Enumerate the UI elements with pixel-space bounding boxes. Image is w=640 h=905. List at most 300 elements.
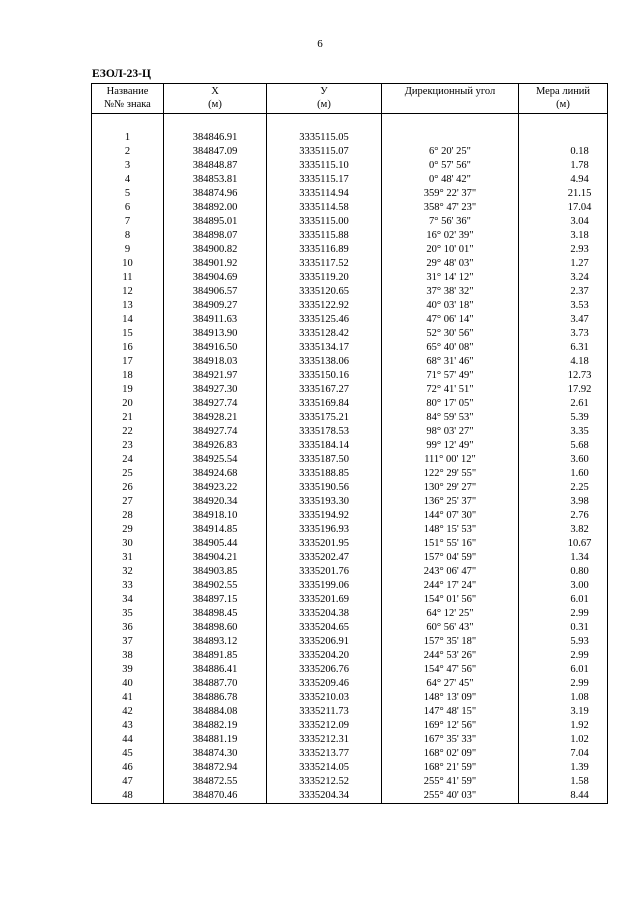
y-coordinate-cell: 3335128.42 (267, 327, 382, 341)
direction-angle-cell: 20° 10' 01" (382, 243, 519, 257)
point-number-cell: 20 (92, 397, 164, 411)
y-coordinate-cell: 3335187.50 (267, 453, 382, 467)
y-coordinate-cell: 3335188.85 (267, 467, 382, 481)
point-number-cell: 1 (92, 131, 164, 145)
table-row (92, 425, 608, 439)
line-length-cell: 3.04 (519, 215, 608, 229)
y-coordinate-cell: 3335150.16 (267, 369, 382, 383)
table-header-row (92, 84, 608, 114)
x-coordinate-cell: 384918.03 (164, 355, 267, 369)
direction-angle-cell: 157° 35' 18" (382, 635, 519, 649)
direction-angle-cell: 255° 40' 03" (382, 789, 519, 804)
y-coordinate-cell: 3335210.03 (267, 691, 382, 705)
point-number-cell: 36 (92, 621, 164, 635)
line-length-cell: 3.19 (519, 705, 608, 719)
direction-angle-cell: 40° 03' 18" (382, 299, 519, 313)
table-row (92, 397, 608, 411)
x-coordinate-cell: 384870.46 (164, 789, 267, 804)
line-length-cell: 5.68 (519, 439, 608, 453)
table-row (92, 285, 608, 299)
line-length-cell: 3.47 (519, 313, 608, 327)
direction-angle-cell: 52° 30' 56" (382, 327, 519, 341)
y-coordinate-cell: 3335212.31 (267, 733, 382, 747)
line-length-cell: 1.34 (519, 551, 608, 565)
x-coordinate-cell: 384925.54 (164, 453, 267, 467)
line-length-cell: 3.53 (519, 299, 608, 313)
table-row (92, 341, 608, 355)
direction-angle-cell: 148° 13' 09" (382, 691, 519, 705)
direction-angle-cell: 243° 06' 47" (382, 565, 519, 579)
point-number-cell: 35 (92, 607, 164, 621)
point-number-cell: 14 (92, 313, 164, 327)
point-number-cell: 6 (92, 201, 164, 215)
y-coordinate-cell: 3335204.65 (267, 621, 382, 635)
header-line-length (519, 84, 608, 114)
direction-angle-cell: 147° 48' 15" (382, 705, 519, 719)
point-number-cell: 15 (92, 327, 164, 341)
x-coordinate-cell: 384927.74 (164, 425, 267, 439)
table-row (92, 691, 608, 705)
direction-angle-cell: 167° 35' 33" (382, 733, 519, 747)
line-length-cell: 3.82 (519, 523, 608, 537)
y-coordinate-cell: 3335120.65 (267, 285, 382, 299)
line-length-cell: 12.73 (519, 369, 608, 383)
point-number-cell: 48 (92, 789, 164, 804)
point-number-cell: 16 (92, 341, 164, 355)
y-coordinate-cell: 3335184.14 (267, 439, 382, 453)
x-coordinate-cell: 384920.34 (164, 495, 267, 509)
table-row (92, 551, 608, 565)
direction-angle-cell: 130° 29' 27" (382, 481, 519, 495)
point-number-cell: 19 (92, 383, 164, 397)
y-coordinate-cell: 3335201.95 (267, 537, 382, 551)
table-row (92, 355, 608, 369)
table-row (92, 229, 608, 243)
point-number-cell: 5 (92, 187, 164, 201)
header-line: (м) (208, 99, 222, 110)
table-row (92, 215, 608, 229)
line-length-cell: 2.61 (519, 397, 608, 411)
x-coordinate-cell: 384911.63 (164, 313, 267, 327)
y-coordinate-cell: 3335125.46 (267, 313, 382, 327)
table-row (92, 789, 608, 804)
direction-angle-cell: 168° 02' 09" (382, 747, 519, 761)
table-row (92, 495, 608, 509)
point-number-cell: 38 (92, 649, 164, 663)
x-coordinate-cell: 384872.94 (164, 761, 267, 775)
direction-angle-cell: 244° 53' 26" (382, 649, 519, 663)
header-line: Мера линий (535, 86, 591, 97)
line-length-cell: 0.31 (519, 621, 608, 635)
point-number-cell: 47 (92, 775, 164, 789)
header-line: (м) (317, 99, 331, 110)
point-number-cell: 29 (92, 523, 164, 537)
header-direction-angle (382, 84, 519, 114)
table-row (92, 467, 608, 481)
x-coordinate-cell: 384872.55 (164, 775, 267, 789)
line-length-cell: 1.92 (519, 719, 608, 733)
direction-angle-cell: 0° 57' 56" (382, 159, 519, 173)
header-x (164, 84, 267, 114)
y-coordinate-cell: 3335202.47 (267, 551, 382, 565)
direction-angle-cell: 84° 59' 53" (382, 411, 519, 425)
line-length-cell: 4.94 (519, 173, 608, 187)
direction-angle-cell: 29° 48' 03" (382, 257, 519, 271)
header-point-name (92, 84, 164, 114)
table-row (92, 369, 608, 383)
table-row (92, 719, 608, 733)
direction-angle-cell: 37° 38' 32" (382, 285, 519, 299)
y-coordinate-cell: 3335167.27 (267, 383, 382, 397)
line-length-cell: 2.99 (519, 649, 608, 663)
line-length-cell: 1.78 (519, 159, 608, 173)
y-coordinate-cell: 3335204.34 (267, 789, 382, 804)
table-row (92, 187, 608, 201)
y-coordinate-cell: 3335199.06 (267, 579, 382, 593)
table-row (92, 579, 608, 593)
table-row (92, 131, 608, 145)
line-length-cell: 2.37 (519, 285, 608, 299)
y-coordinate-cell: 3335196.93 (267, 523, 382, 537)
x-coordinate-cell: 384892.00 (164, 201, 267, 215)
direction-angle-cell: 47° 06' 14" (382, 313, 519, 327)
direction-angle-cell: 255° 41' 59" (382, 775, 519, 789)
point-number-cell: 2 (92, 145, 164, 159)
x-coordinate-cell: 384921.97 (164, 369, 267, 383)
x-coordinate-cell: 384898.45 (164, 607, 267, 621)
point-number-cell: 37 (92, 635, 164, 649)
point-number-cell: 32 (92, 565, 164, 579)
table-row (92, 173, 608, 187)
y-coordinate-cell: 3335206.76 (267, 663, 382, 677)
direction-angle-cell: 6° 20' 25" (382, 145, 519, 159)
x-coordinate-cell: 384926.83 (164, 439, 267, 453)
table-row (92, 271, 608, 285)
direction-angle-cell: 111° 00' 12" (382, 453, 519, 467)
line-length-cell: 10.67 (519, 537, 608, 551)
table-row (92, 453, 608, 467)
direction-angle-cell: 244° 17' 24" (382, 579, 519, 593)
x-coordinate-cell: 384901.92 (164, 257, 267, 271)
table-row (92, 607, 608, 621)
line-length-cell (519, 131, 608, 145)
x-coordinate-cell: 384924.68 (164, 467, 267, 481)
point-number-cell: 10 (92, 257, 164, 271)
y-coordinate-cell: 3335211.73 (267, 705, 382, 719)
table-row (92, 159, 608, 173)
direction-angle-cell: 168° 21' 59" (382, 761, 519, 775)
direction-angle-cell: 99° 12' 49" (382, 439, 519, 453)
direction-angle-cell: 31° 14' 12" (382, 271, 519, 285)
x-coordinate-cell: 384884.08 (164, 705, 267, 719)
line-length-cell: 3.98 (519, 495, 608, 509)
table-row (92, 733, 608, 747)
table-row (92, 537, 608, 551)
x-coordinate-cell: 384905.44 (164, 537, 267, 551)
line-length-cell: 2.93 (519, 243, 608, 257)
x-coordinate-cell: 384882.19 (164, 719, 267, 733)
y-coordinate-cell: 3335115.05 (267, 131, 382, 145)
y-coordinate-cell: 3335169.84 (267, 397, 382, 411)
direction-angle-cell: 98° 03' 27" (382, 425, 519, 439)
y-coordinate-cell: 3335212.52 (267, 775, 382, 789)
table-row (92, 635, 608, 649)
y-coordinate-cell: 3335117.52 (267, 257, 382, 271)
point-number-cell: 45 (92, 747, 164, 761)
y-coordinate-cell: 3335212.09 (267, 719, 382, 733)
x-coordinate-cell: 384904.21 (164, 551, 267, 565)
point-number-cell: 44 (92, 733, 164, 747)
point-number-cell: 27 (92, 495, 164, 509)
x-coordinate-cell: 384897.15 (164, 593, 267, 607)
line-length-cell: 4.18 (519, 355, 608, 369)
point-number-cell: 22 (92, 425, 164, 439)
point-number-cell: 7 (92, 215, 164, 229)
direction-angle-cell: 65° 40' 08" (382, 341, 519, 355)
x-coordinate-cell: 384906.57 (164, 285, 267, 299)
line-length-cell: 21.15 (519, 187, 608, 201)
x-coordinate-cell: 384904.69 (164, 271, 267, 285)
table-row (92, 243, 608, 257)
y-coordinate-cell: 3335115.17 (267, 173, 382, 187)
point-number-cell: 25 (92, 467, 164, 481)
line-length-cell: 0.80 (519, 565, 608, 579)
y-coordinate-cell: 3335122.92 (267, 299, 382, 313)
line-length-cell: 1.58 (519, 775, 608, 789)
y-coordinate-cell: 3335138.06 (267, 355, 382, 369)
direction-angle-cell: 7° 56' 36" (382, 215, 519, 229)
line-length-cell: 6.01 (519, 663, 608, 677)
table-body (92, 114, 608, 804)
direction-angle-cell: 71° 57' 49" (382, 369, 519, 383)
table-row (92, 327, 608, 341)
x-coordinate-cell: 384874.96 (164, 187, 267, 201)
table-row (92, 509, 608, 523)
line-length-cell: 5.93 (519, 635, 608, 649)
point-number-cell: 30 (92, 537, 164, 551)
table-row (92, 565, 608, 579)
x-coordinate-cell: 384891.85 (164, 649, 267, 663)
point-number-cell: 43 (92, 719, 164, 733)
line-length-cell: 3.00 (519, 579, 608, 593)
table-row (92, 411, 608, 425)
y-coordinate-cell: 3335114.94 (267, 187, 382, 201)
line-length-cell: 1.08 (519, 691, 608, 705)
point-number-cell: 17 (92, 355, 164, 369)
point-number-cell: 40 (92, 677, 164, 691)
y-coordinate-cell: 3335175.21 (267, 411, 382, 425)
point-number-cell: 8 (92, 229, 164, 243)
direction-angle-cell: 169° 12' 56" (382, 719, 519, 733)
x-coordinate-cell: 384913.90 (164, 327, 267, 341)
table-row (92, 145, 608, 159)
header-line: Название (106, 86, 149, 97)
y-coordinate-cell: 3335213.77 (267, 747, 382, 761)
table-row (92, 593, 608, 607)
line-length-cell: 2.99 (519, 607, 608, 621)
y-coordinate-cell: 3335115.00 (267, 215, 382, 229)
x-coordinate-cell: 384928.21 (164, 411, 267, 425)
point-number-cell: 41 (92, 691, 164, 705)
y-coordinate-cell: 3335201.69 (267, 593, 382, 607)
direction-angle-cell: 122° 29' 55" (382, 467, 519, 481)
direction-angle-cell (382, 131, 519, 145)
y-coordinate-cell: 3335201.76 (267, 565, 382, 579)
line-length-cell: 1.39 (519, 761, 608, 775)
direction-angle-cell: 359° 22' 37" (382, 187, 519, 201)
direction-angle-cell: 60° 56' 43" (382, 621, 519, 635)
table-row (92, 705, 608, 719)
x-coordinate-cell: 384895.01 (164, 215, 267, 229)
line-length-cell: 1.60 (519, 467, 608, 481)
y-coordinate-cell: 3335115.10 (267, 159, 382, 173)
table-row (92, 649, 608, 663)
direction-angle-cell: 151° 55' 16" (382, 537, 519, 551)
x-coordinate-cell: 384914.85 (164, 523, 267, 537)
x-coordinate-cell: 384874.30 (164, 747, 267, 761)
direction-angle-cell: 148° 15' 53" (382, 523, 519, 537)
line-length-cell: 2.25 (519, 481, 608, 495)
table-row (92, 481, 608, 495)
point-number-cell: 4 (92, 173, 164, 187)
y-coordinate-cell: 3335116.89 (267, 243, 382, 257)
x-coordinate-cell: 384847.09 (164, 145, 267, 159)
table-row (92, 663, 608, 677)
line-length-cell: 3.35 (519, 425, 608, 439)
y-coordinate-cell: 3335114.58 (267, 201, 382, 215)
table-row (92, 313, 608, 327)
direction-angle-cell: 16° 02' 39" (382, 229, 519, 243)
direction-angle-cell: 72° 41' 51" (382, 383, 519, 397)
x-coordinate-cell: 384886.41 (164, 663, 267, 677)
y-coordinate-cell: 3335193.30 (267, 495, 382, 509)
line-length-cell: 0.18 (519, 145, 608, 159)
direction-angle-cell: 0° 48' 42" (382, 173, 519, 187)
y-coordinate-cell: 3335194.92 (267, 509, 382, 523)
line-length-cell: 7.04 (519, 747, 608, 761)
table-spacer-row (92, 114, 608, 132)
x-coordinate-cell: 384909.27 (164, 299, 267, 313)
table-row (92, 439, 608, 453)
direction-angle-cell: 80° 17' 05" (382, 397, 519, 411)
line-length-cell: 6.01 (519, 593, 608, 607)
point-number-cell: 12 (92, 285, 164, 299)
direction-angle-cell: 154° 01' 56" (382, 593, 519, 607)
x-coordinate-cell: 384853.81 (164, 173, 267, 187)
y-coordinate-cell: 3335214.05 (267, 761, 382, 775)
page-number: 6 (317, 38, 323, 50)
line-length-cell: 5.39 (519, 411, 608, 425)
y-coordinate-cell: 3335178.53 (267, 425, 382, 439)
line-length-cell: 17.04 (519, 201, 608, 215)
table-row (92, 747, 608, 761)
point-number-cell: 42 (92, 705, 164, 719)
line-length-cell: 8.44 (519, 789, 608, 804)
table-row (92, 621, 608, 635)
x-coordinate-cell: 384881.19 (164, 733, 267, 747)
point-number-cell: 24 (92, 453, 164, 467)
line-length-cell: 6.31 (519, 341, 608, 355)
line-length-cell: 1.02 (519, 733, 608, 747)
table-row (92, 257, 608, 271)
x-coordinate-cell: 384900.82 (164, 243, 267, 257)
x-coordinate-cell: 384923.22 (164, 481, 267, 495)
direction-angle-cell: 64° 27' 45" (382, 677, 519, 691)
point-number-cell: 46 (92, 761, 164, 775)
point-number-cell: 26 (92, 481, 164, 495)
x-coordinate-cell: 384927.74 (164, 397, 267, 411)
direction-angle-cell: 154° 47' 56" (382, 663, 519, 677)
document-title: ЕЗОЛ-23-Ц (92, 68, 151, 80)
x-coordinate-cell: 384918.10 (164, 509, 267, 523)
direction-angle-cell: 64° 12' 25" (382, 607, 519, 621)
table-row (92, 523, 608, 537)
x-coordinate-cell: 384893.12 (164, 635, 267, 649)
point-number-cell: 23 (92, 439, 164, 453)
table-row (92, 383, 608, 397)
direction-angle-cell: 144° 07' 30" (382, 509, 519, 523)
point-number-cell: 31 (92, 551, 164, 565)
header-line: У (320, 86, 328, 97)
x-coordinate-cell: 384898.60 (164, 621, 267, 635)
header-line: №№ знака (104, 99, 151, 110)
y-coordinate-cell: 3335119.20 (267, 271, 382, 285)
point-number-cell: 3 (92, 159, 164, 173)
line-length-cell: 3.18 (519, 229, 608, 243)
line-length-cell: 3.73 (519, 327, 608, 341)
point-number-cell: 33 (92, 579, 164, 593)
x-coordinate-cell: 384898.07 (164, 229, 267, 243)
x-coordinate-cell: 384916.50 (164, 341, 267, 355)
header-line: (м) (556, 99, 570, 110)
point-number-cell: 28 (92, 509, 164, 523)
direction-angle-cell: 68° 31' 46" (382, 355, 519, 369)
y-coordinate-cell: 3335204.20 (267, 649, 382, 663)
table-row (92, 201, 608, 215)
point-number-cell: 11 (92, 271, 164, 285)
x-coordinate-cell: 384846.91 (164, 131, 267, 145)
table-row (92, 677, 608, 691)
point-number-cell: 18 (92, 369, 164, 383)
coordinates-table (91, 83, 608, 804)
point-number-cell: 34 (92, 593, 164, 607)
point-number-cell: 39 (92, 663, 164, 677)
direction-angle-cell: 136° 25' 37" (382, 495, 519, 509)
y-coordinate-cell: 3335115.88 (267, 229, 382, 243)
y-coordinate-cell: 3335206.91 (267, 635, 382, 649)
header-y (267, 84, 382, 114)
x-coordinate-cell: 384927.30 (164, 383, 267, 397)
point-number-cell: 13 (92, 299, 164, 313)
x-coordinate-cell: 384903.85 (164, 565, 267, 579)
table-row (92, 299, 608, 313)
x-coordinate-cell: 384886.78 (164, 691, 267, 705)
line-length-cell: 1.27 (519, 257, 608, 271)
x-coordinate-cell: 384887.70 (164, 677, 267, 691)
table-row (92, 761, 608, 775)
x-coordinate-cell: 384848.87 (164, 159, 267, 173)
line-length-cell: 3.24 (519, 271, 608, 285)
x-coordinate-cell: 384902.55 (164, 579, 267, 593)
y-coordinate-cell: 3335134.17 (267, 341, 382, 355)
point-number-cell: 21 (92, 411, 164, 425)
point-number-cell: 9 (92, 243, 164, 257)
header-line: X (211, 86, 219, 97)
y-coordinate-cell: 3335190.56 (267, 481, 382, 495)
line-length-cell: 2.76 (519, 509, 608, 523)
y-coordinate-cell: 3335209.46 (267, 677, 382, 691)
line-length-cell: 3.60 (519, 453, 608, 467)
